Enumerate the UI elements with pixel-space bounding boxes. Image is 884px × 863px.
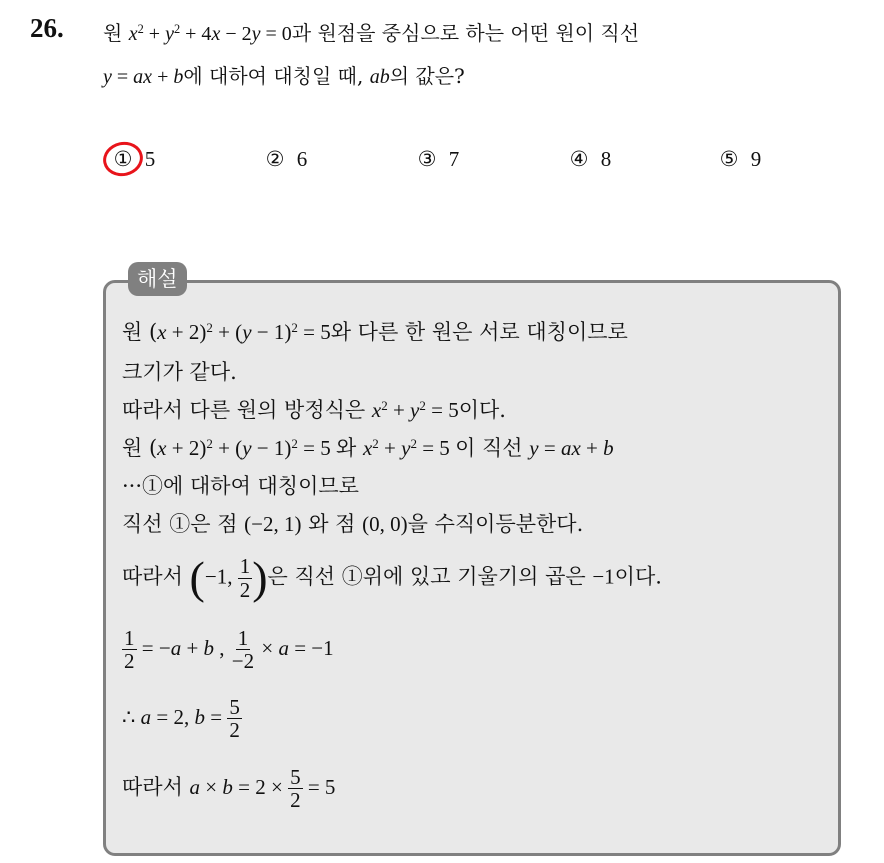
- fraction: $\frac{5}{2}$: [290, 765, 301, 813]
- fraction: $\frac{5}{2}$: [229, 695, 240, 743]
- choice-value: 5: [144, 147, 156, 171]
- question-text-line-1: 원 $x^2 + y^2 + 4x - 2y = 0$과 원점을 중심으로 하는 어떤 원이 직선: [103, 21, 640, 45]
- solution-line-3: 따라서 다른 원의 방정식은 $x^2 + y^2 = 5$이다.: [122, 397, 506, 422]
- question-number: 26.: [30, 13, 64, 43]
- choice-5[interactable]: [714, 147, 761, 172]
- choice-1[interactable]: [108, 147, 155, 172]
- question-text-line-2: y = ax + b에 대하여 대칭일 때, ab의 값은?: [103, 64, 465, 88]
- choice-3[interactable]: [412, 147, 459, 172]
- fraction: $\frac{1}{2}$: [239, 554, 251, 602]
- solution-line-8: $\frac{1}{2}$ = −a + b , $\frac{1}{-2}$ × a = −1: [124, 626, 334, 674]
- solution-line-6: 직선 ①은 점 (−2, 1) 와 점 (0, 0)을 수직이등분한다.: [122, 512, 584, 536]
- choice-value: 9: [750, 147, 762, 171]
- solution-line-10: 따라서 a × b = 2 × $\frac{5}{2}$ = 5: [122, 765, 336, 813]
- choice-2[interactable]: [260, 147, 307, 172]
- choice-marker: ②: [265, 147, 285, 171]
- choice-marker: ⑤: [719, 147, 739, 171]
- solution-line-5: ···①에 대하여 대칭이므로: [122, 474, 359, 498]
- fraction: $\frac{1}{2}$: [124, 626, 135, 674]
- choice-4[interactable]: [564, 147, 611, 172]
- choice-marker: ③: [417, 147, 437, 171]
- solution-line-4: 원 $(x + 2)^2 + (y - 1)^2 = 5$ 와 $x^2 + y^2 = 5$ 이 직선 y = ax + b: [122, 435, 614, 460]
- choice-value: 6: [296, 147, 308, 171]
- solution-line-1: 원 $(x + 2)^2 + (y - 1)^2 = 5$와 다른 한 원은 서로 대칭이므로: [122, 319, 628, 344]
- fraction: $\frac{1}{-2}$: [231, 626, 255, 674]
- solution-line-7: 따라서 (−1, $\frac{1}{2}$ )은 직선 ①위에 있고 기울기의 곱은 −1이다.: [122, 552, 662, 603]
- choice-value: 8: [600, 147, 612, 171]
- solution-line-9: ∴ a = 2, b = $\frac{5}{2}$: [122, 695, 240, 743]
- choice-marker: ①: [113, 147, 133, 171]
- solution-tag: 해설: [128, 262, 187, 296]
- solution-line-2: 크기가 같다.: [122, 360, 237, 384]
- choice-value: 7: [448, 147, 460, 171]
- choice-marker: ④: [569, 147, 589, 171]
